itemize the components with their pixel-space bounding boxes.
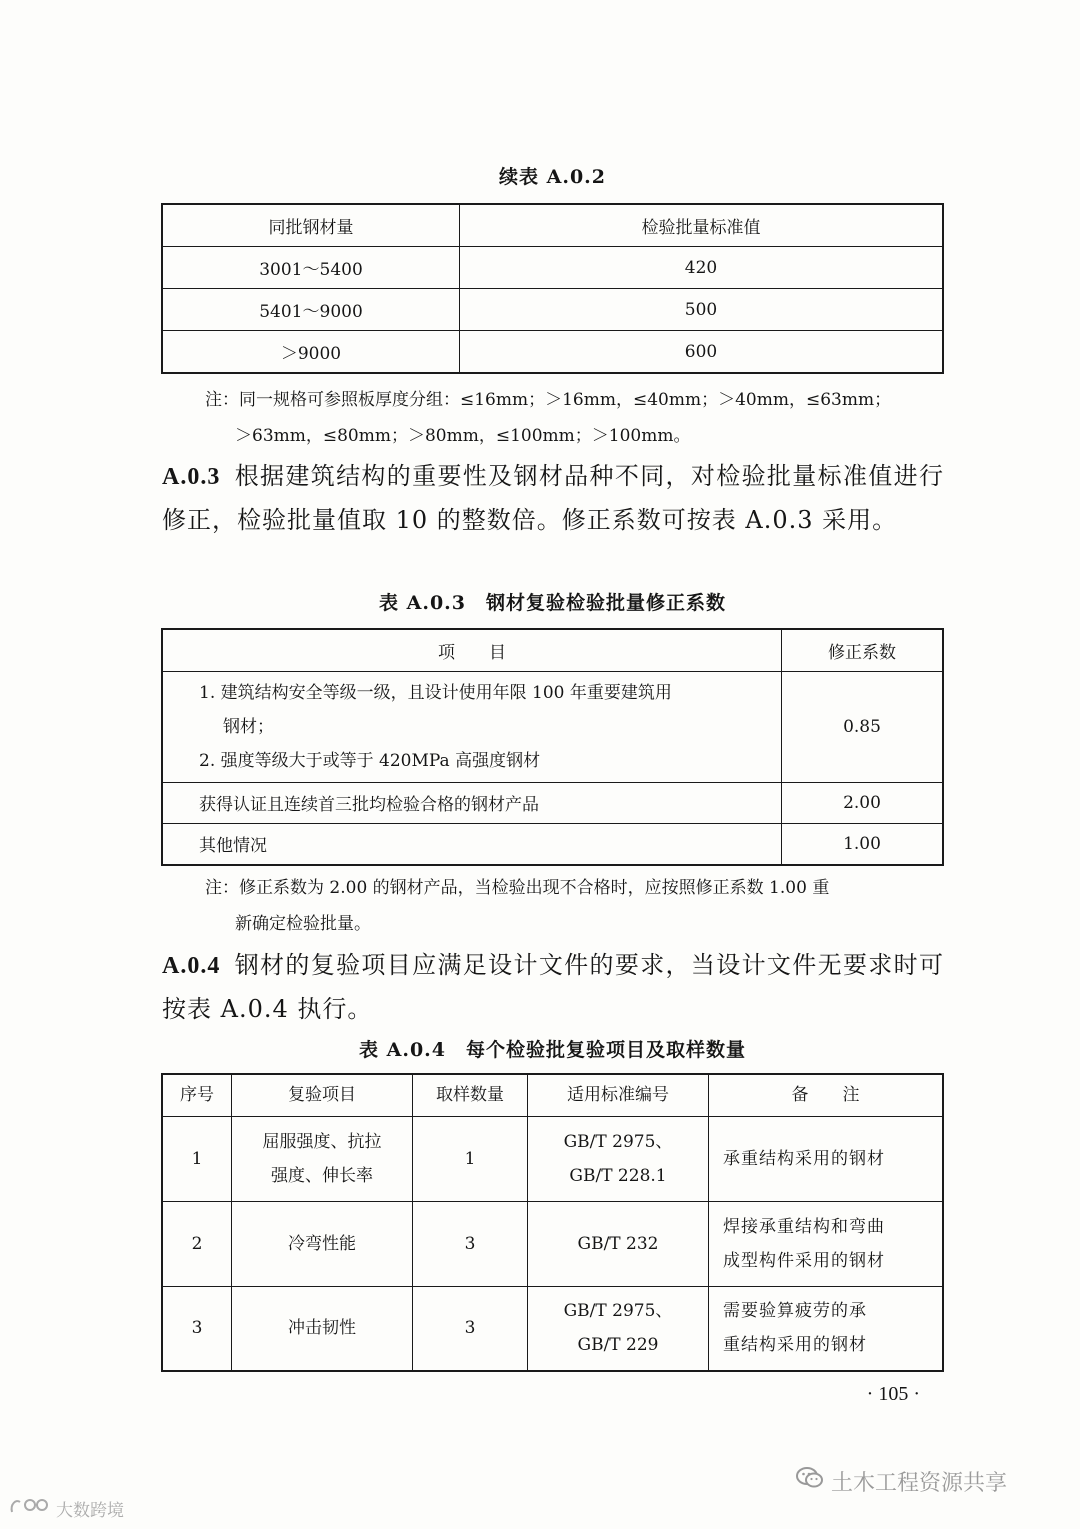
table-header: 项 目 <box>162 629 782 671</box>
cell-line: 2. 强度等级大于或等于 420MPa 高强度钢材 <box>199 750 541 771</box>
table-cell: 其他情况 <box>162 823 782 865</box>
table-row <box>162 1286 943 1371</box>
table-a03-note <box>205 870 945 942</box>
table-cell <box>528 1201 709 1286</box>
table-cell: 3 <box>162 1286 232 1371</box>
table-cell <box>528 1116 709 1201</box>
cell-line: GB/T 229 <box>577 1335 659 1356</box>
page-number: · 105 · <box>866 1383 920 1405</box>
table-cell: 0.85 <box>782 671 944 782</box>
table-cell <box>709 1116 944 1201</box>
table-header: 序号 <box>162 1074 232 1116</box>
table-cell: 3 <box>413 1286 528 1371</box>
table-header: 检验批量标准值 <box>460 204 944 247</box>
table-cell: 1 <box>162 1116 232 1201</box>
cell-line: GB/T 2975、 <box>563 1131 673 1152</box>
table-cell <box>162 671 782 782</box>
table-row <box>162 671 943 782</box>
cell-line: 屈服强度、抗拉 <box>262 1131 382 1152</box>
table-cell: 600 <box>460 331 944 374</box>
watermark-text: 土木工程资源共享 <box>831 1470 1008 1496</box>
note-line: 新确定检验批量。 <box>235 914 371 934</box>
table-cell: 获得认证且连续首三批均检验合格的钢材产品 <box>162 782 782 823</box>
table-header: 同批钢材量 <box>162 204 460 247</box>
table-header: 复验项目 <box>232 1074 413 1116</box>
table-cell: 3 <box>413 1201 528 1286</box>
table-cell <box>709 1201 944 1286</box>
table-row <box>162 247 943 289</box>
clause-number: A.0.4 <box>162 953 221 979</box>
table-a04 <box>161 1073 944 1372</box>
table-a03 <box>161 628 944 866</box>
cell-line: 强度、伸长率 <box>271 1165 373 1186</box>
table-header: 取样数量 <box>413 1074 528 1116</box>
table-cell: 2.00 <box>782 782 944 823</box>
table-cell <box>528 1286 709 1371</box>
table-row <box>162 331 943 374</box>
table-cell: 1.00 <box>782 823 944 865</box>
clause-number: A.0.3 <box>162 464 221 490</box>
table-a02 <box>161 203 944 374</box>
watermark-left <box>8 1496 124 1521</box>
table-header: 修正系数 <box>782 629 944 671</box>
clause-text: 钢材的复验项目应满足设计文件的要求，当设计文件无要求时可按表 A.0.4 执行。 <box>162 951 944 1023</box>
cell-line: 承重结构采用的钢材 <box>723 1148 885 1169</box>
cell-line: 钢材； <box>223 716 274 737</box>
table-cell: 2 <box>162 1201 232 1286</box>
watermark-text: 大数跨境 <box>56 1501 124 1521</box>
cell-line: 焊接承重结构和弯曲 <box>723 1216 885 1237</box>
table-row <box>162 1116 943 1201</box>
table-cell <box>232 1116 413 1201</box>
table-a04-caption: 表 A.0.4 每个检验批复验项目及取样数量 <box>358 1039 747 1061</box>
table-cell: 1 <box>413 1116 528 1201</box>
cell-line: 重结构采用的钢材 <box>723 1335 867 1356</box>
table-a02-caption: 续表 A.0.2 <box>498 166 607 188</box>
table-cell <box>232 1286 413 1371</box>
note-line: ＞63mm，≤80mm；＞80mm，≤100mm；＞100mm。 <box>235 426 691 446</box>
table-cell: 420 <box>460 247 944 289</box>
clause-a03 <box>162 455 944 542</box>
note-line: 注：修正系数为 2.00 的钢材产品，当检验出现不合格时，应按照修正系数 1.00 重 <box>205 878 830 898</box>
table-cell: 500 <box>460 289 944 331</box>
cell-line: 需要验算疲劳的承 <box>723 1301 867 1322</box>
cell-line: GB/T 2975、 <box>563 1301 673 1322</box>
cell-line: 冲击韧性 <box>288 1318 356 1339</box>
table-a03-caption: 表 A.0.3 钢材复验检验批量修正系数 <box>378 592 727 614</box>
table-cell <box>709 1286 944 1371</box>
table-header: 适用标准编号 <box>528 1074 709 1116</box>
table-row <box>162 823 943 865</box>
table-row <box>162 1201 943 1286</box>
cell-line: GB/T 228.1 <box>569 1165 667 1186</box>
table-cell: ＞9000 <box>162 331 460 374</box>
table-row <box>162 782 943 823</box>
table-cell: 3001～5400 <box>162 247 460 289</box>
clause-text: 根据建筑结构的重要性及钢材品种不同，对检验批量标准值进行修正，检验批量值取 10 的整数倍。修正系数可按表 A.0.3 采用。 <box>162 462 944 534</box>
watermark-logo-icon <box>8 1496 52 1521</box>
watermark-right <box>795 1465 1007 1497</box>
table-a02-note <box>205 382 945 454</box>
cell-line: GB/T 232 <box>577 1233 659 1254</box>
table-cell <box>232 1201 413 1286</box>
wechat-icon <box>795 1465 825 1497</box>
table-cell: 5401～9000 <box>162 289 460 331</box>
cell-line: 冷弯性能 <box>288 1233 356 1254</box>
cell-line: 1. 建筑结构安全等级一级，且设计使用年限 100 年重要建筑用 <box>199 682 672 703</box>
clause-a04 <box>162 944 944 1031</box>
cell-line: 成型构件采用的钢材 <box>723 1250 885 1271</box>
note-line: 注：同一规格可参照板厚度分组：≤16mm；＞16mm，≤40mm；＞40mm，≤63mm； <box>205 390 892 410</box>
table-header: 备 注 <box>709 1074 944 1116</box>
table-row <box>162 289 943 331</box>
